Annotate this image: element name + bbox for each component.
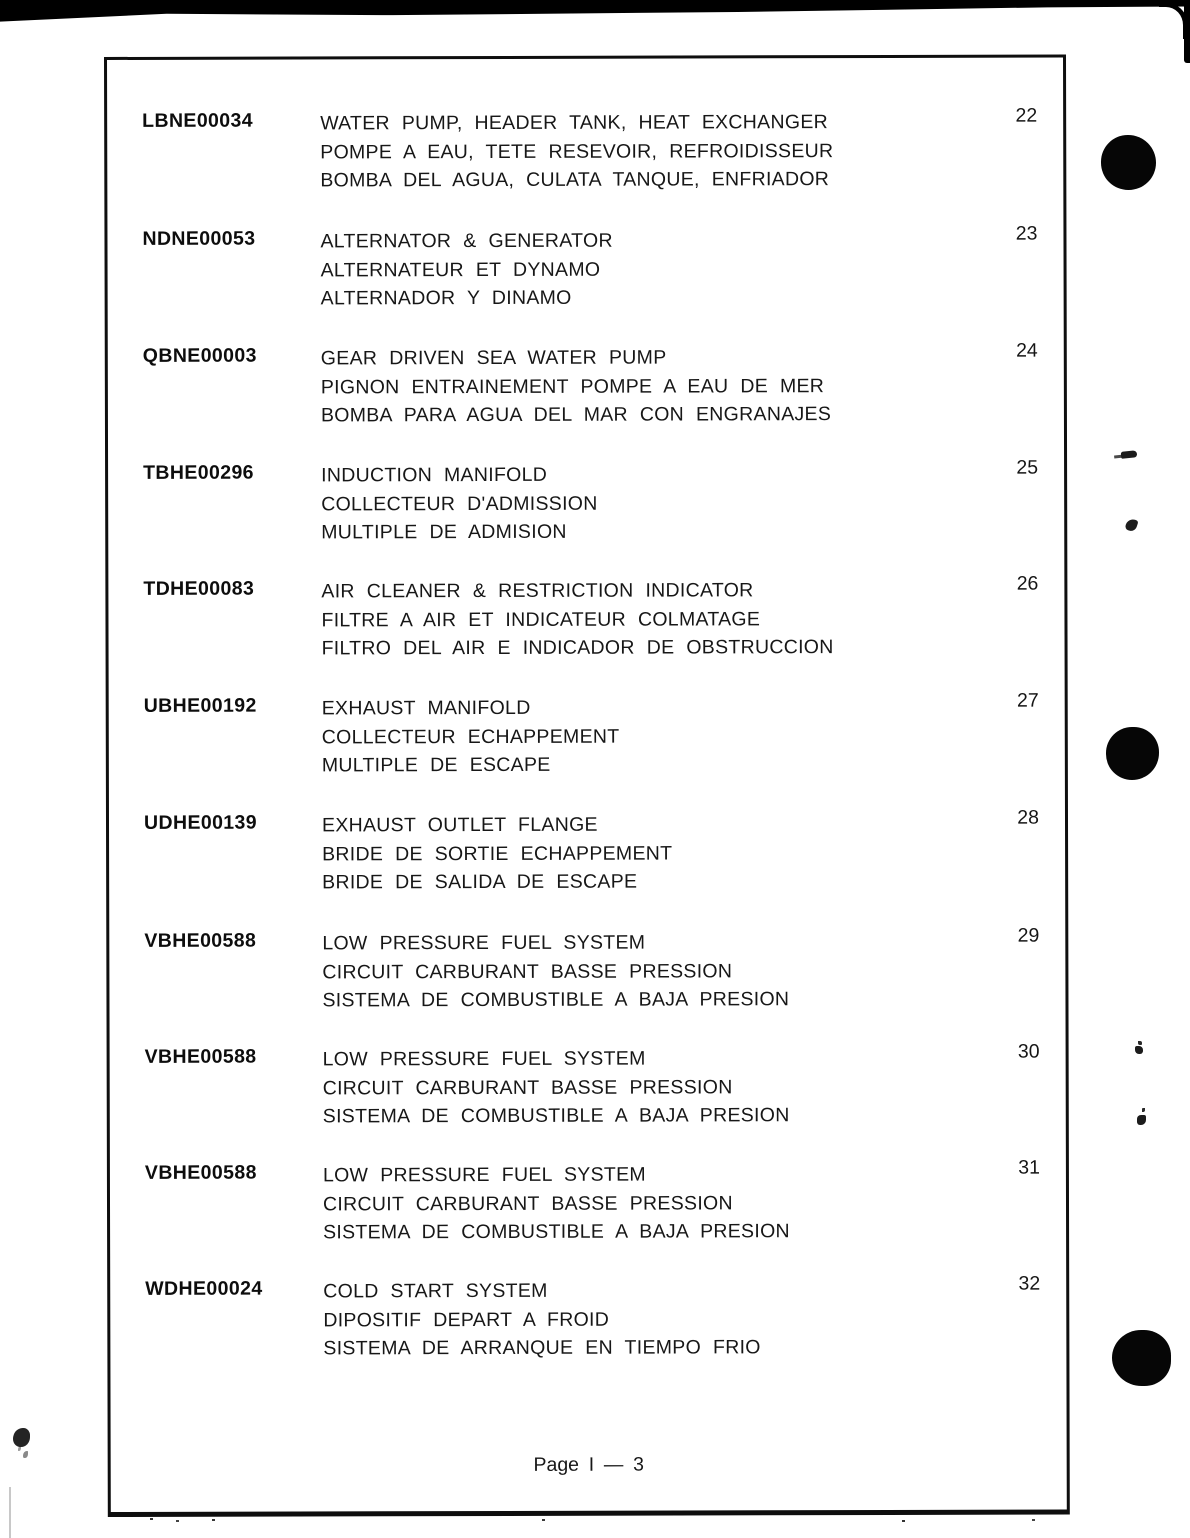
part-code: LBNE00034 [142,109,254,132]
desc-line-es: BOMBA PARA AGUA DEL MAR CON ENGRANAJES [320,403,832,427]
desc-line-en: AIR CLEANER & RESTRICTION INDICATOR [321,579,754,603]
punch-hole [1112,1330,1171,1386]
part-code: QBNE00003 [142,344,257,367]
desc-line-en: GEAR DRIVEN SEA WATER PUMP [320,346,667,370]
desc-line-es: MULTIPLE DE ESCAPE [321,753,551,777]
toc-row [109,689,1065,785]
toc-row [109,806,1065,902]
entry-description [322,811,672,897]
part-code: UDHE00139 [143,811,258,834]
page-number: 24 [1016,339,1038,362]
desc-line-fr: CIRCUIT CARBURANT BASSE PRESSION [322,1075,733,1099]
scan-artifact-corner-smudge [13,1428,30,1447]
desc-line-fr: COLLECTEUR ECHAPPEMENT [321,725,620,748]
scan-artifact-streak [9,1487,11,1538]
entry-description [321,343,831,430]
toc-row [110,1272,1066,1368]
toc-row [107,222,1063,318]
desc-line-en: LOW PRESSURE FUEL SYSTEM [322,1047,646,1071]
scan-artifact-specks [150,1518,153,1520]
page-number: 31 [1018,1156,1040,1179]
page-number: 22 [1015,104,1038,127]
desc-line-es: BRIDE DE SALIDA DE ESCAPE [322,870,638,894]
entry-description [322,694,620,780]
toc-row [108,456,1064,552]
page-number: 32 [1018,1272,1041,1295]
page-number: 28 [1017,806,1040,829]
desc-line-en: COLD START SYSTEM [323,1279,548,1303]
scan-edge-line [1184,0,1190,63]
desc-line-es: FILTRO DEL AIR E INDICADOR DE OBSTRUCCION [321,636,834,660]
part-code: TDHE00083 [143,577,255,600]
entry-description [321,461,598,547]
desc-line-en: EXHAUST OUTLET FLANGE [321,813,598,837]
toc-row [108,572,1064,668]
desc-line-en: LOW PRESSURE FUEL SYSTEM [322,931,646,955]
desc-line-en: LOW PRESSURE FUEL SYSTEM [322,1163,646,1187]
entry-description [322,928,789,1015]
toc-row [110,1040,1066,1136]
scan-artifact-smudge [1124,518,1138,533]
punch-hole [1106,727,1159,780]
part-code: VBHE00588 [144,1161,257,1184]
scan-artifact-dots [1137,1115,1146,1125]
part-code: TBHE00296 [143,461,254,484]
entry-description [321,576,833,663]
desc-line-en: EXHAUST MANIFOLD [321,696,531,720]
desc-line-fr: CIRCUIT CARBURANT BASSE PRESSION [322,1191,733,1215]
page-number: 30 [1017,1040,1040,1063]
desc-line-es: BOMBA DEL AGUA, CULATA TANQUE, ENFRIADOR [320,168,830,192]
desc-line-fr: PIGNON ENTRAINEMENT POMPE A EAU DE MER [320,374,825,398]
scan-artifact-smudge [1121,450,1138,459]
desc-line-fr: DIPOSITIF DEPART A FROID [323,1308,610,1331]
part-code: VBHE00588 [144,1045,257,1068]
part-code: VBHE00588 [144,929,257,952]
desc-line-fr: ALTERNATEUR ET DYNAMO [320,258,601,281]
page-number: 25 [1016,456,1039,479]
desc-line-fr: BRIDE DE SORTIE ECHAPPEMENT [322,842,673,865]
desc-line-fr: CIRCUIT CARBURANT BASSE PRESSION [322,959,733,983]
top-scan-bar [0,0,1190,23]
toc-row [110,1156,1066,1252]
desc-line-es: SISTEMA DE COMBUSTIBLE A BAJA PRESION [323,1220,790,1244]
part-code: NDNE00053 [142,227,256,250]
toc-row [107,104,1063,200]
entry-description [320,227,613,313]
desc-line-es: MULTIPLE DE ADMISION [321,520,567,544]
page-number: 27 [1016,689,1039,712]
desc-line-en: WATER PUMP, HEADER TANK, HEAT EXCHANGER [320,111,829,135]
part-code: UBHE00192 [143,694,257,717]
punch-hole [1101,135,1156,190]
desc-line-fr: COLLECTEUR D'ADMISSION [321,492,598,515]
page-number: 23 [1015,222,1038,245]
part-code: WDHE00024 [145,1277,263,1300]
toc-row [109,924,1065,1020]
entry-description [323,1160,790,1247]
desc-line-es: SISTEMA DE COMBUSTIBLE A BAJA PRESION [322,988,790,1012]
desc-line-fr: FILTRE A AIR ET INDICATEUR COLMATAGE [321,607,761,631]
entry-description [320,108,833,195]
toc-row [108,339,1064,435]
desc-line-es: SISTEMA DE ARRANQUE EN TIEMPO FRIO [323,1336,761,1360]
desc-line-es: ALTERNADOR Y DINAMO [320,286,572,310]
entry-description [323,1276,761,1363]
scan-artifact-dots [1135,1046,1143,1054]
page-footer: Page I — 3 [533,1453,644,1476]
desc-line-en: ALTERNATOR & GENERATOR [320,229,613,253]
page-number: 29 [1017,924,1040,947]
contents-sheet [104,54,1070,1517]
desc-line-fr: POMPE A EAU, TETE RESEVOIR, REFROIDISSEUR [320,139,834,163]
entry-description [323,1044,790,1131]
page-number: 26 [1016,572,1039,595]
desc-line-es: SISTEMA DE COMBUSTIBLE A BAJA PRESION [322,1104,790,1128]
desc-line-en: INDUCTION MANIFOLD [321,463,548,487]
